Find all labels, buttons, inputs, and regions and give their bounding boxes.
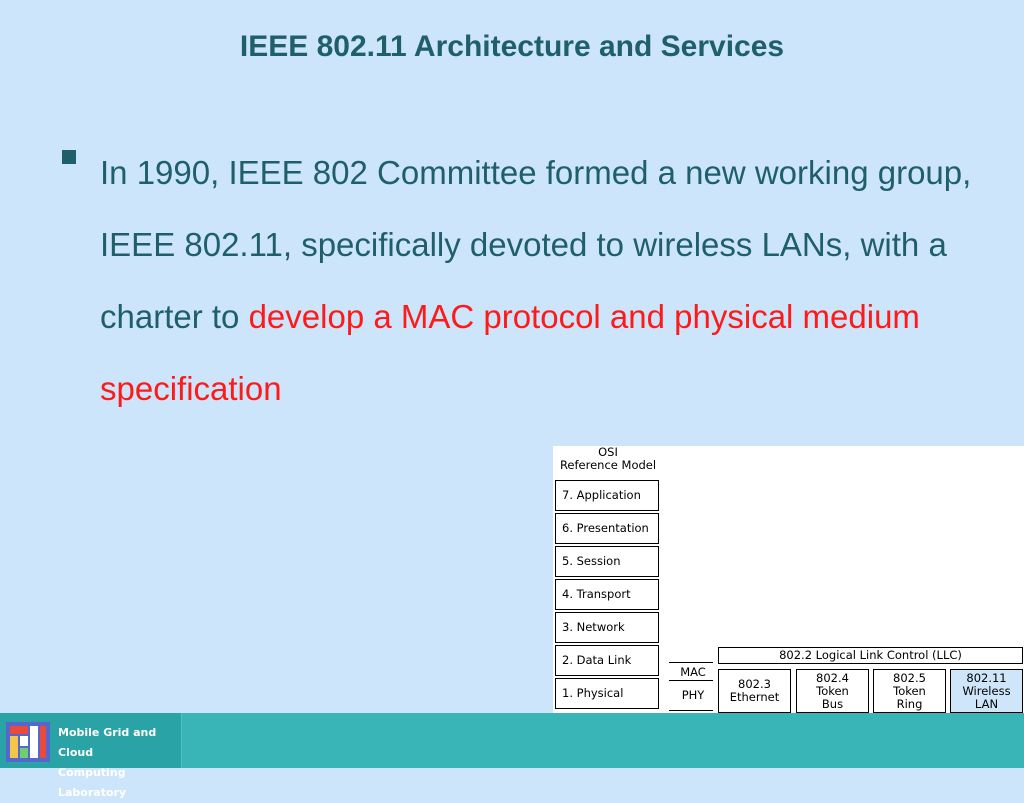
osi-layer-physical: 1. Physical [555,678,659,709]
footer-bar [0,713,1024,799]
std-8024-line3: Bus [821,696,844,711]
osi-header-line2: Reference Model [559,458,657,472]
phy-label: PHY [681,688,705,702]
std-box-8023 [718,669,791,713]
mac-label: MAC [680,665,706,679]
std-8025-line1: 802.5 [893,670,926,685]
std-80211-line1: 802.11 [966,670,1007,685]
std-box-8025 [873,669,946,713]
osi-802-diagram [553,446,1024,713]
std-8023-line2: Ethernet [729,690,780,704]
lab-name-line1: Mobile Grid and Cloud [58,726,157,759]
osi-layer-presentation: 6. Presentation [555,513,659,544]
llc-box: 802.2 Logical Link Control (LLC) [718,647,1023,664]
bullet-text-highlight: develop a MAC protocol and physical medium specification [100,298,920,407]
phy-bottom-line [669,710,713,711]
std-box-80211 [950,669,1023,713]
mac-top-line [669,662,713,663]
std-8024-line1: 802.4 [816,670,849,685]
lab-name-line2: Computing Laboratory [58,766,127,799]
std-box-8024 [796,669,869,713]
lab-name [58,723,181,803]
std-8023-line1: 802.3 [738,677,771,691]
osi-layer-data-link: 2. Data Link [555,645,659,676]
osi-header-line1: OSI [598,445,618,459]
bullet-text [100,137,990,425]
bullet-text-normal: In 1990, IEEE 802 Committee formed a new working group, IEEE 802.11, specifically devoted to wireless LANs, with a charter to [100,154,972,335]
bullet-square-icon [62,150,76,164]
std-8025-line2: Token [893,683,926,698]
osi-layer-session: 5. Session [555,546,659,577]
lab-logo-icon [6,722,50,762]
std-8024-line2: Token [816,683,849,698]
mac-phy-divider [669,680,713,681]
std-80211-line3: LAN [974,696,999,711]
osi-layer-application: 7. Application [555,480,659,511]
std-80211-line2: Wireless [962,683,1011,698]
osi-header [555,446,661,472]
osi-layer-transport: 4. Transport [555,579,659,610]
slide-title: IEEE 802.11 Architecture and Services [239,30,785,63]
osi-layer-network: 3. Network [555,612,659,643]
std-8025-line3: Ring [896,696,923,711]
lab-logo [0,713,182,799]
